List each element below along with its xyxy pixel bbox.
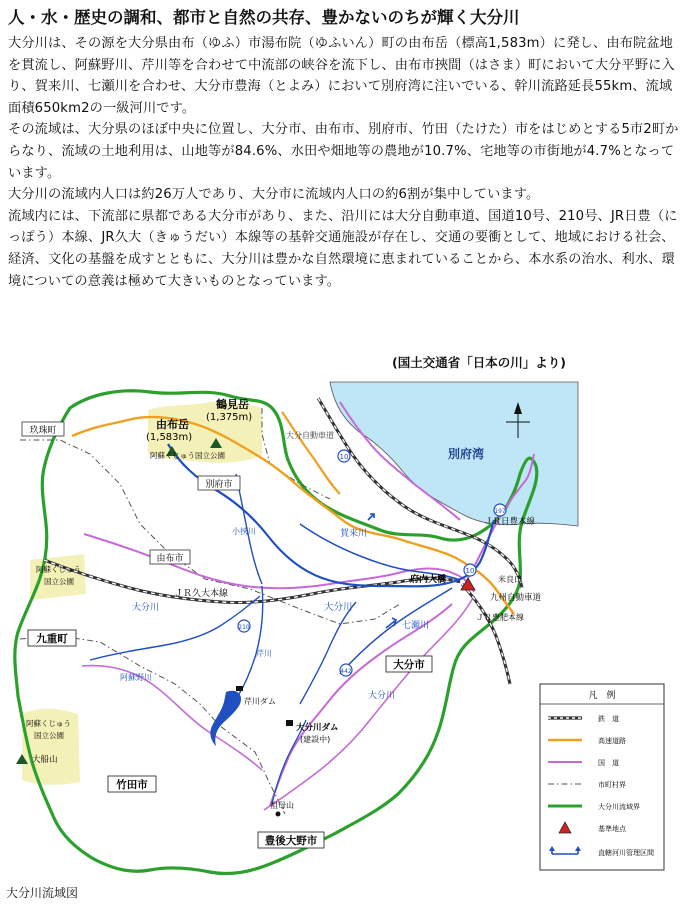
article-body bbox=[8, 33, 684, 292]
oita-dam-label: 大分川ダム bbox=[296, 723, 339, 733]
route-10-shield-south bbox=[464, 564, 476, 576]
yonebashi-label: 米良口 bbox=[498, 575, 522, 584]
kuju-mountain-label: 大船山 bbox=[32, 755, 58, 765]
national-road-442 bbox=[270, 604, 452, 806]
national-road-57 bbox=[264, 596, 474, 810]
yufu-city-label: 由布市 bbox=[156, 554, 184, 564]
route-210-label: 210 bbox=[238, 624, 250, 631]
sobosan-marker-icon bbox=[276, 812, 281, 817]
beppu-city-label-box bbox=[198, 476, 240, 490]
route-210-shield bbox=[238, 620, 250, 632]
seri-dam-marker-icon bbox=[236, 686, 243, 691]
beppu-bay-label: 別府湾 bbox=[448, 447, 485, 461]
route-10-label: 10 bbox=[339, 453, 349, 461]
taketa-label-box bbox=[108, 776, 156, 792]
basin-map bbox=[0, 374, 692, 884]
funai-bridge-label: 府内大橋 bbox=[410, 575, 447, 585]
legend-title: 凡 例 bbox=[588, 691, 616, 701]
expressway-road-2 bbox=[282, 412, 340, 494]
jr-kyudai-label: ＪＲ久大本線 bbox=[174, 589, 229, 599]
nanase-river-label: 七瀬川 bbox=[402, 621, 430, 631]
map-caption: 大分川流域図 bbox=[6, 886, 79, 900]
oita-dam-note-label: (建設中) bbox=[300, 735, 331, 744]
aso-kuju-park-label-3b: 国立公園 bbox=[34, 731, 64, 740]
jr-hohi-label: ＪＲ豊肥本線 bbox=[476, 613, 524, 622]
legend-label-national-road: 国 道 bbox=[598, 759, 619, 767]
legend-label-municipal-boundary: 市町村界 bbox=[598, 781, 626, 789]
oita-river-upper bbox=[300, 602, 356, 704]
oita-dam-marker-icon bbox=[286, 720, 293, 726]
paragraph-transport: 流域内には、下流部に県都である大分市があり、また、沿川には大分自動車道、国道10号、210号、JR日豊（にっぽう）本線、JR久大（きゅうだい）本線等の基幹交通施設が存在し、交通の要衝として、地域における社会、経済、文化の基盤を成すとともに、大分川は豊かな自然環境に恵まれていることから、本水系の治水、利水、環境についての意義は極めて大きいものとなっています。 bbox=[8, 208, 678, 289]
legend-label-reference-point: 基準地点 bbox=[598, 825, 626, 833]
kyushu-expressway-label: 九州自動車道 bbox=[490, 593, 542, 603]
managed-section-arrow-2 bbox=[368, 514, 374, 520]
basin-map-svg bbox=[0, 374, 692, 884]
aso-kuju-park-label-2b: 国立公園 bbox=[44, 577, 74, 586]
asono-river bbox=[90, 596, 260, 660]
source-credit: (国土交通省「日本の川」より) bbox=[392, 355, 566, 370]
oita-river-label-3: 大分川 bbox=[368, 691, 396, 701]
aso-kuju-park-label-1: 阿蘇くじゅう国立公園 bbox=[150, 451, 225, 460]
legend-label-railway: 鉄 道 bbox=[598, 715, 619, 723]
bungo-ono-label: 豊後大野市 bbox=[264, 835, 318, 847]
aso-kuju-park-label-2a: 阿蘇くじゅう bbox=[36, 565, 81, 574]
paragraph-overview: 大分川は、その源を大分県由布（ゆふ）市湯布院（ゆふいん）町の由布岳（標高1,583m）に発し、由布院盆地を貫流し、阿蘇野川、芹川等を合わせて中流部の峡谷を流下し、由布市挾間（はさま）町において大分平野に入り、賀来川、七瀬川を合わせ、大分市豊海（とよみ）において別府湾に注いでいる、幹川流路延長55km、流域面積650km2の一級河川です。 bbox=[8, 36, 675, 116]
route-10b-label: 10 bbox=[465, 567, 475, 575]
yufudake-height-label: (1,583m) bbox=[146, 432, 193, 443]
expressway-label: 大分自動車道 bbox=[286, 431, 334, 440]
legend-label-expressway: 高速道路 bbox=[598, 737, 626, 745]
kokonoe-label-box bbox=[28, 630, 76, 646]
tsurumidake-height-label: (1,375m) bbox=[206, 412, 253, 423]
oita-river-label-1: 大分川 bbox=[324, 602, 353, 613]
oita-river-label-2: 大分川 bbox=[132, 603, 160, 613]
kokonoe-label: 九重町 bbox=[36, 633, 68, 645]
kaku-river-label: 賀来川 bbox=[340, 529, 368, 539]
route-442-label: 442 bbox=[340, 668, 352, 675]
yufudake-label: 由布岳 bbox=[156, 418, 189, 431]
kaku-river bbox=[300, 524, 460, 580]
asono-river-label: 阿蘇野川 bbox=[120, 673, 152, 682]
route-197-shield bbox=[494, 504, 506, 516]
oita-city-label: 大分市 bbox=[393, 659, 425, 671]
seri-river-label: 芹川 bbox=[256, 649, 272, 658]
sobosan-label: 祖母山 bbox=[270, 801, 294, 810]
legend-label-managed-section: 直轄河川管理区間 bbox=[598, 849, 654, 857]
tsurumidake-label: 鶴見岳 bbox=[216, 398, 249, 411]
legend-label-basin-boundary: 大分川流域界 bbox=[598, 803, 640, 811]
route-442-shield bbox=[340, 664, 352, 676]
route-197-label: 197 bbox=[494, 508, 506, 515]
page-heading: 人・水・歴史の調和、都市と自然の共存、豊かないのちが輝く大分川 bbox=[8, 8, 520, 27]
map-legend bbox=[540, 684, 664, 870]
paragraph-basin: その流域は、大分県のほぼ中央に位置し、大分市、由布市、別府市、竹田（たけた）市をはじめとする5市2町からなり、流域の土地利用は、山地等が84.6%、水田や畑地等の農地が10.7%、宅地等の市街地が4.7%となっています。 bbox=[8, 122, 679, 181]
jr-nippo-label: ＪＲ日豊本線 bbox=[484, 517, 536, 527]
taketa-label: 竹田市 bbox=[116, 779, 148, 791]
national-road-south bbox=[82, 666, 262, 770]
oita-city-label-box bbox=[386, 656, 432, 672]
seri-dam-label: 芹川ダム bbox=[244, 697, 276, 706]
kotaji-river-label: 小挾川 bbox=[232, 527, 256, 536]
kusu-label: 玖珠町 bbox=[29, 426, 57, 436]
kusu-label-box bbox=[22, 422, 64, 436]
yufu-city-label-box bbox=[150, 550, 190, 564]
route-10-shield-north bbox=[338, 450, 350, 462]
beppu-city-label: 別府市 bbox=[205, 480, 233, 490]
paragraph-population: 大分川の流域内人口は約26万人であり、大分市に流域内人口の約6割が集中しています。 bbox=[8, 187, 540, 203]
aso-kuju-park-label-3a: 阿蘇くじゅう bbox=[26, 719, 71, 728]
bungo-ono-label-box bbox=[258, 832, 324, 848]
